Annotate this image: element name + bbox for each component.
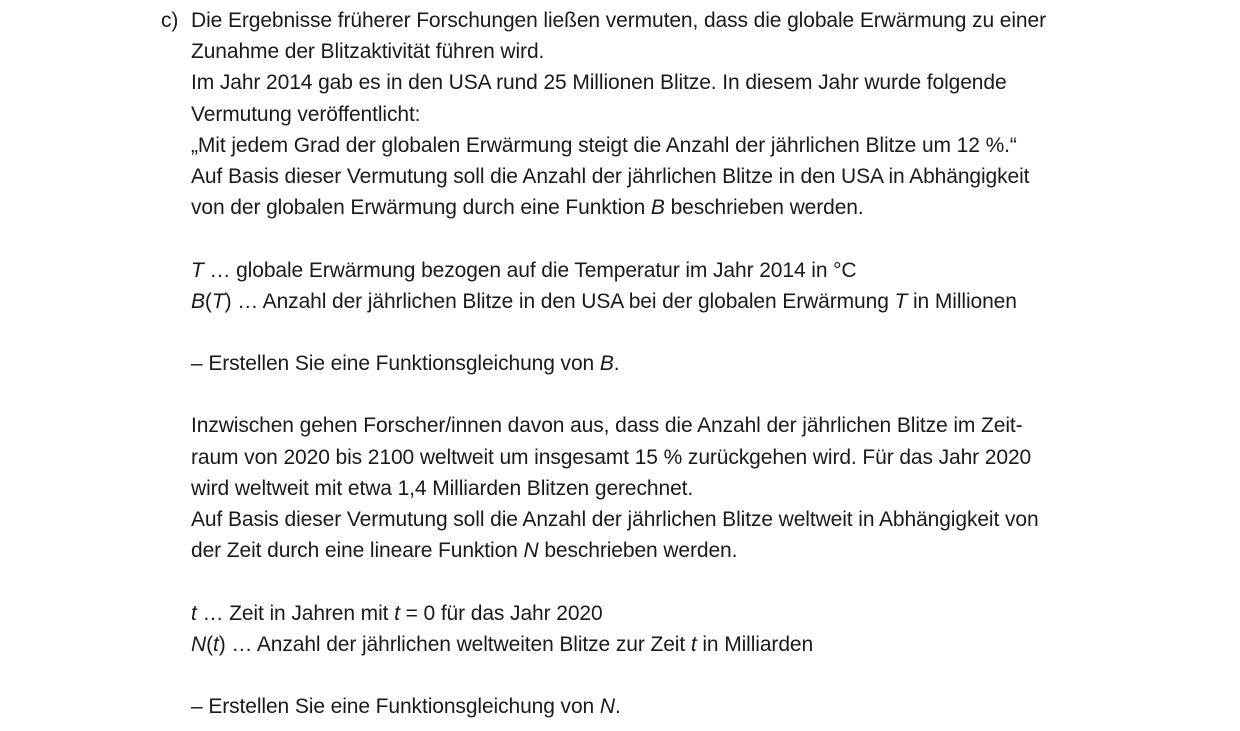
- definition-N: [191, 629, 1211, 660]
- instruction-1: [191, 348, 1211, 379]
- var-t-inline-2: t: [690, 632, 697, 656]
- var-N: N: [523, 539, 539, 563]
- instruction-1-text: – Erstellen Sie eine Funktionsgleichung von: [191, 352, 600, 376]
- arg-t: t: [212, 632, 219, 656]
- var-t-inline: t: [394, 601, 400, 625]
- paren-close-N: ): [218, 632, 226, 656]
- second-line-5-end: beschrieben werden.: [538, 539, 738, 563]
- intro-line-7: [191, 192, 1211, 223]
- definition-t-end: = 0 für das Jahr 2020: [399, 601, 603, 625]
- func-N: N: [191, 632, 207, 656]
- definition-t-text: … Zeit in Jahren mit: [196, 601, 395, 625]
- definition-T: [191, 255, 1211, 286]
- instruction-2: [191, 691, 1211, 722]
- paren-open-N: (: [206, 632, 213, 656]
- func-B: B: [191, 289, 205, 313]
- definition-B: [191, 286, 1211, 317]
- definition-N-end: in Milliarden: [696, 632, 814, 656]
- intro-line-6: Auf Basis dieser Vermutung soll die Anzahl der jährlichen Blitze in den USA in Abhängigkeit: [191, 164, 1030, 188]
- spacer: [191, 317, 1211, 348]
- second-line-1: Inzwischen gehen Forscher/innen davon aus, dass die Anzahl der jährlichen Blitze im Zeit-: [191, 414, 1023, 438]
- definition-t: [191, 598, 1211, 629]
- second-line-3: wird weltweit mit etwa 1,4 Milliarden Blitzen gerechnet.: [191, 476, 694, 500]
- instruction-1-end: .: [613, 352, 620, 376]
- paren-open: (: [204, 289, 212, 313]
- var-t: t: [191, 601, 197, 625]
- var-T-inline: T: [894, 289, 908, 313]
- instruction-2-text: – Erstellen Sie eine Funktionsgleichung von: [191, 695, 600, 719]
- spacer: [191, 566, 1211, 597]
- arg-T: T: [211, 289, 225, 313]
- intro-line-7-text: von der globalen Erwärmung durch eine Funktion: [191, 196, 651, 220]
- quote-line: „Mit jedem Grad der globalen Erwärmung steigt die Anzahl der jährlichen Blitze um 12 %.“: [191, 133, 1017, 157]
- second-line-5: [191, 535, 1211, 566]
- definition-B-end: in Millionen: [907, 289, 1017, 313]
- intro-line-4: Vermutung veröffentlicht:: [191, 102, 421, 126]
- instruction-1-var: B: [599, 352, 614, 376]
- second-line-5-text: der Zeit durch eine lineare Funktion: [191, 539, 524, 563]
- instruction-2-var: N: [599, 695, 615, 719]
- intro-line-7-end: beschrieben werden.: [664, 196, 864, 220]
- second-line-2: raum von 2020 bis 2100 weltweit um insgesamt 15 % zurückgehen wird. Für das Jahr 2020: [191, 445, 1032, 469]
- definition-N-text: … Anzahl der jährlichen weltweiten Blitze zur Zeit: [225, 632, 691, 656]
- spacer: [191, 379, 1211, 410]
- intro-line-3: Im Jahr 2014 gab es in den USA rund 25 Millionen Blitze. In diesem Jahr wurde folgende: [191, 71, 1007, 95]
- spacer: [191, 223, 1211, 254]
- task-content: [191, 5, 1211, 722]
- definition-B-text: … Anzahl der jährlichen Blitze in den USA bei der globalen Erwärmung: [231, 289, 895, 313]
- task-label: c): [161, 9, 179, 32]
- var-T: T: [191, 258, 204, 282]
- definition-T-text: … globale Erwärmung bezogen auf die Temperatur im Jahr 2014 in °C: [203, 258, 857, 282]
- second-line-4: Auf Basis dieser Vermutung soll die Anzahl der jährlichen Blitze weltweit in Abhängigkeit von: [191, 508, 1039, 531]
- intro-line-2: Zunahme der Blitzaktivität führen wird.: [191, 40, 545, 64]
- intro-line-1: Die Ergebnisse früherer Forschungen ließen vermuten, dass die globale Erwärmung zu einer: [191, 9, 1046, 32]
- paren-close: ): [224, 289, 232, 313]
- var-B: B: [650, 196, 665, 220]
- instruction-2-end: .: [614, 695, 621, 719]
- spacer: [191, 660, 1211, 691]
